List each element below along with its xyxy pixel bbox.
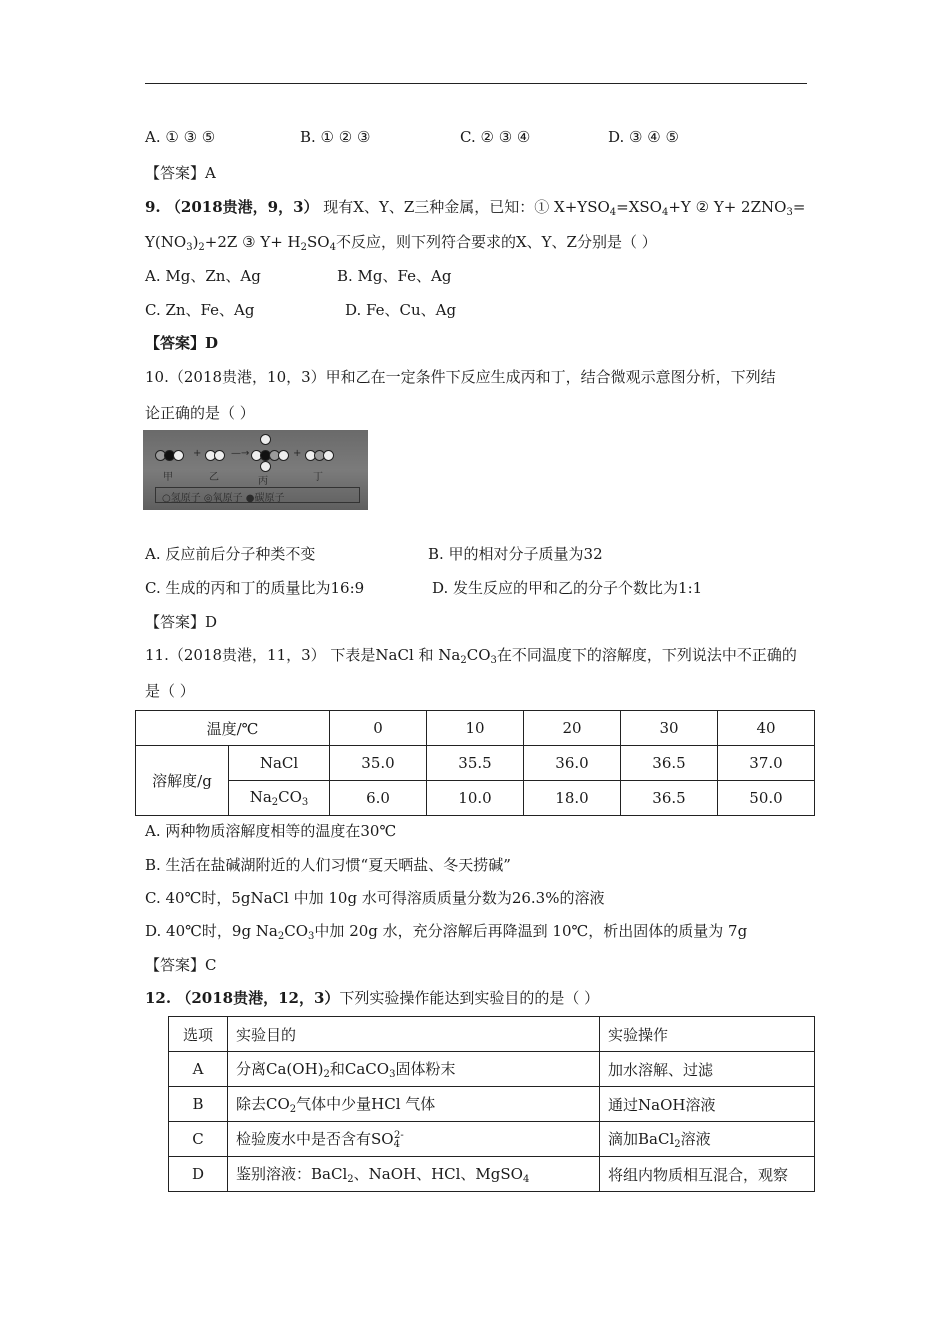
table-header-cell: 20: [524, 711, 621, 746]
q11-option-d: D. 40℃时，9g $Na_2CO_3$中加 20g 水，充分溶解后再降温到 10℃，析出固体的质量为 7g: [145, 922, 748, 942]
table-cell: 加水溶解、过滤: [600, 1052, 815, 1087]
q11-stem-line1: 11.（2018贵港，11，3） 下表是NaCl 和 $Na_2CO_3$在不同温度下的溶解度，下列说法中不正确的: [145, 646, 797, 666]
q10-stem-line1: 10.（2018贵港，10，3）甲和乙在一定条件下反应生成丙和丁，结合微观示意图分析，下列结: [145, 368, 776, 386]
caption-bing: 丙: [258, 476, 268, 487]
table-row: [169, 1122, 815, 1157]
atom: [260, 434, 271, 445]
q8-options: [145, 128, 679, 146]
q12-stem: 12. （2018贵港，12，3）下列实验操作能达到实验目的的是（ ）: [145, 989, 600, 1007]
header-rule: [145, 83, 807, 84]
table-cell: 10.0: [427, 781, 524, 816]
q10-options-cd: [145, 577, 702, 598]
table-cell: 35.0: [330, 746, 427, 781]
q9-option-b: B. Mg、Fe、Ag: [337, 267, 452, 285]
table-cell: 6.0: [330, 781, 427, 816]
table-row: [136, 711, 815, 746]
table-row: [136, 746, 815, 781]
atom: [278, 450, 289, 461]
experiment-table: [168, 1016, 815, 1192]
q11-answer: 【答案】C: [145, 956, 217, 974]
q11-option-b: B. 生活在盐碱湖附近的人们习惯“夏天晒盐、冬天捞碱”: [145, 856, 511, 874]
table-cell: 36.0: [524, 746, 621, 781]
table-header-cell: 实验操作: [600, 1017, 815, 1052]
table-header-cell: 选项: [169, 1017, 228, 1052]
table-header-cell: 0: [330, 711, 427, 746]
table-cell: 50.0: [718, 781, 815, 816]
q8-option-c: C. ② ③ ④: [460, 128, 531, 146]
table-cell: 35.5: [427, 746, 524, 781]
q10-options-ab: [145, 543, 603, 564]
table-cell: B: [169, 1087, 228, 1122]
atom: [323, 450, 334, 461]
q8-answer: 【答案】A: [145, 164, 216, 182]
table-cell: D: [169, 1157, 228, 1192]
solubility-table: [135, 710, 815, 816]
caption-ding: 丁: [313, 472, 323, 483]
table-header-cell: 40: [718, 711, 815, 746]
table-row: [169, 1157, 815, 1192]
q8-option-a: A. ① ③ ⑤: [145, 128, 216, 146]
table-cell: 36.5: [621, 746, 718, 781]
caption-jia: 甲: [163, 472, 173, 483]
q8-option-d: D. ③ ④ ⑤: [608, 128, 679, 146]
q11-option-c: C. 40℃时，5gNaCl 中加 10g 水可得溶质质量分数为26.3%的溶液: [145, 889, 605, 907]
table-header-cell: 30: [621, 711, 718, 746]
q9-option-a: A. Mg、Zn、Ag: [145, 267, 261, 285]
q10-option-d: D. 发生反应的甲和乙的分子个数比为1:1: [432, 579, 703, 597]
q9-stem-line2: $Y(NO_3)_2+2Z$ ③ $Y+ H_2SO_4$不反应，则下列符合要求的X、Y、Z分别是（ ）: [145, 233, 657, 253]
table-cell: 检验废水中是否含有$SO_4^{2-}$: [228, 1122, 600, 1157]
q9-stem-line1: 9. （2018贵港，9，3） 现有X、Y、Z三种金属，已知：① $X+YSO_4=XSO_4+Y$ ② $Y+ 2ZNO_3=$: [145, 198, 806, 218]
table-row: [169, 1052, 815, 1087]
q10-answer: 【答案】D: [145, 613, 218, 631]
table-cell: A: [169, 1052, 228, 1087]
q10-stem-line2: 论正确的是（ ）: [145, 404, 255, 422]
q10-option-c: C. 生成的丙和丁的质量比为16:9: [145, 579, 365, 597]
table-cell: 18.0: [524, 781, 621, 816]
reaction-microscopic-diagram: + —→ + 甲 乙 丙 丁 ○氢原子 ◎氧原子 ●碳原子: [143, 430, 368, 510]
q9-label: 9. （2018贵港，9，3）: [145, 198, 319, 216]
diagram-legend: ○氢原子 ◎氧原子 ●碳原子: [155, 487, 360, 503]
table-cell: 滴加BaCl$_2$溶液: [600, 1122, 815, 1157]
atom: [214, 450, 225, 461]
table-header-cell: 温度/℃: [136, 711, 330, 746]
q12-label: 12. （2018贵港，12，3）: [145, 989, 340, 1007]
q9-option-c: C. Zn、Fe、Ag: [145, 301, 255, 319]
table-row-label: 溶解度/g: [136, 746, 229, 816]
atom: [260, 461, 271, 472]
q9-option-d: D. Fe、Cu、Ag: [345, 301, 457, 319]
q11-option-a: A. 两种物质溶解度相等的温度在30℃: [145, 822, 397, 840]
q9-answer: 【答案】D: [145, 334, 219, 352]
table-cell: 分离$Ca(OH)_2$和CaCO$_3$固体粉末: [228, 1052, 600, 1087]
table-cell: 除去$CO_2$气体中少量HCl 气体: [228, 1087, 600, 1122]
table-cell: 37.0: [718, 746, 815, 781]
table-row: [169, 1017, 815, 1052]
table-cell: 将组内物质相互混合，观察: [600, 1157, 815, 1192]
table-cell: 36.5: [621, 781, 718, 816]
q11-stem-line2: 是（ ）: [145, 682, 195, 700]
atom: [173, 450, 184, 461]
q10-option-b: B. 甲的相对分子质量为32: [428, 545, 603, 563]
q9-options-ab: [145, 265, 451, 286]
table-cell: 通过NaOH溶液: [600, 1087, 815, 1122]
table-row: [169, 1087, 815, 1122]
caption-yi: 乙: [209, 472, 219, 483]
table-header-cell: 10: [427, 711, 524, 746]
table-cell: $Na_2CO_3$: [229, 781, 330, 816]
table-cell: 鉴别溶液：BaCl$_2$、NaOH、HCl、MgSO$_4$: [228, 1157, 600, 1192]
table-cell: C: [169, 1122, 228, 1157]
table-row: [136, 781, 815, 816]
q10-option-a: A. 反应前后分子种类不变: [145, 545, 316, 563]
table-header-cell: 实验目的: [228, 1017, 600, 1052]
q8-option-b: B. ① ② ③: [300, 128, 371, 146]
table-cell: NaCl: [229, 746, 330, 781]
q9-options-cd: [145, 299, 456, 320]
